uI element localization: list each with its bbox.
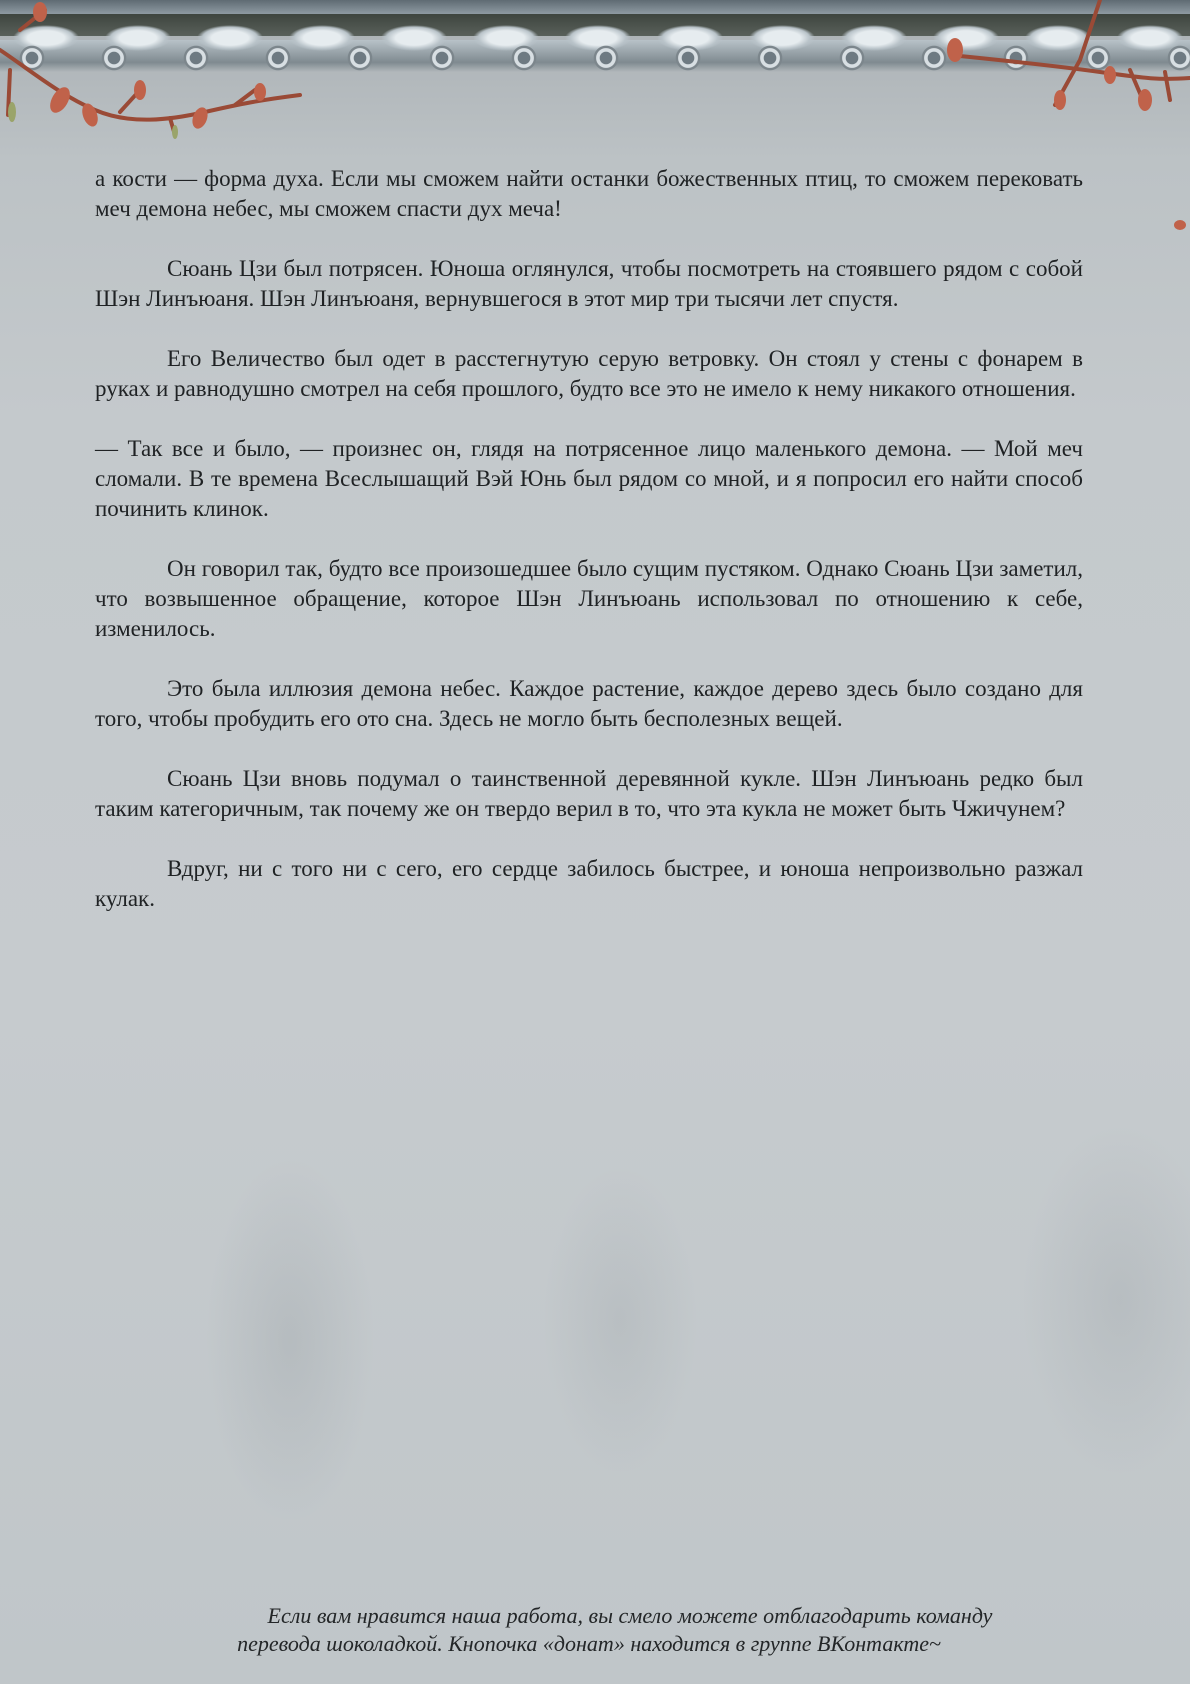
- paragraph: Его Величество был одет в расстегнутую серую ветровку. Он стоял у стены с фонарем в руках и равнодушно смотрел на себя прошлого, будто все это не имело к нему никакого отношения.: [95, 346, 1083, 401]
- translator-note: [0, 1602, 1190, 1658]
- paragraph-dialogue: — Так все и было, — произнес он, глядя на потрясенное лицо маленького демона. — Мой меч сломали. В те времена Всеслышащий Вэй Юнь был рядом со мной, и я попросил его найти способ починить клинок.: [95, 436, 1083, 521]
- paragraph: а кости — форма духа. Если мы сможем найти останки божественных птиц, то сможем перековать меч демона небес, мы сможем спасти дух меча!: [95, 166, 1083, 221]
- roof-end-discs: [0, 38, 1190, 78]
- paragraph: Сюань Цзи вновь подумал о таинственной деревянной кукле. Шэн Линъюань редко был таким категоричным, так почему же он твердо верил в то, что эта кукла не может быть Чжичунем?: [95, 766, 1083, 821]
- paragraph: Сюань Цзи был потрясен. Юноша оглянулся, чтобы посмотреть на стоявшего рядом с собой Шэн Линъюаня. Шэн Линъюаня, вернувшегося в этот мир три тысячи лет спустя.: [95, 256, 1083, 311]
- translator-note-line-1: Если вам нравится наша работа, вы смело можете отблагодарить команду: [267, 1603, 993, 1628]
- paragraph: Он говорил так, будто все произошедшее было сущим пустяком. Однако Сюань Цзи заметил, что возвышенное обращение, которое Шэн Линъюань использовал по отношению к себе, изменилось.: [95, 556, 1083, 641]
- paragraph: Вдруг, ни с того ни с сего, его сердце забилось быстрее, и юноша непроизвольно разжал кулак.: [95, 856, 1083, 911]
- roof-tiles-decoration: [0, 0, 1190, 92]
- roof-ridge: [0, 0, 1190, 14]
- paragraph: Это была иллюзия демона небес. Каждое растение, каждое дерево здесь было создано для того, чтобы пробудить его ото сна. Здесь не могло быть бесполезных вещей.: [95, 676, 1083, 731]
- translator-note-line-2: перевода шоколадкой. Кнопочка «донат» находится в группе ВКонтакте~: [237, 1631, 941, 1656]
- document-body: [95, 164, 1083, 944]
